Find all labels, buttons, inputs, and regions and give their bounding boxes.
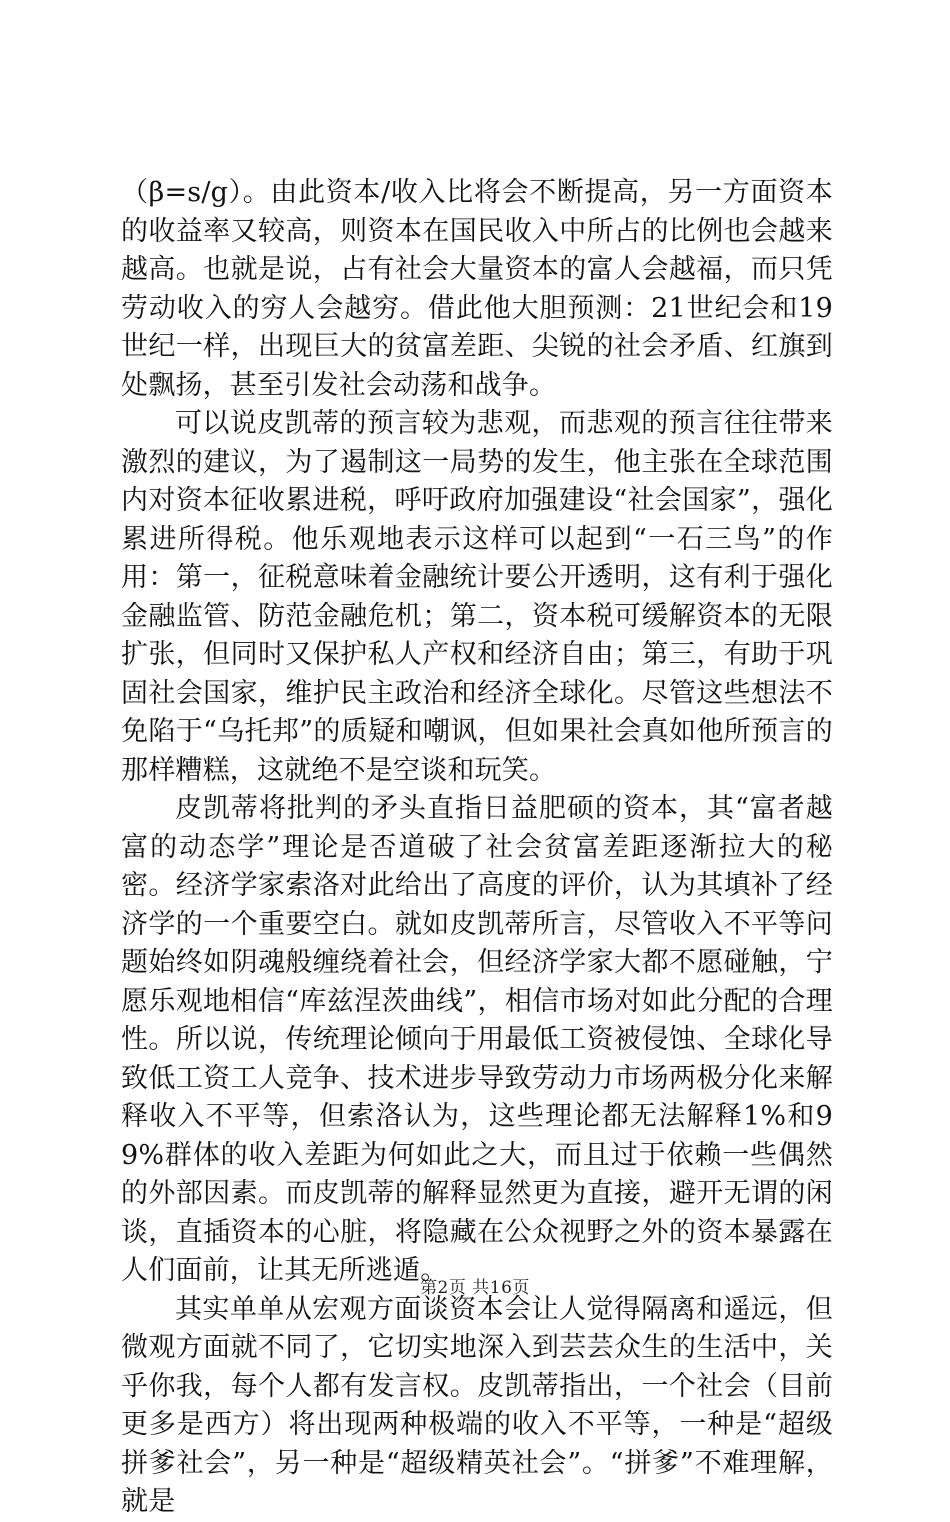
paragraph-3: 皮凯蒂将批判的矛头直指日益肥硕的资本，其“富者越富的动态学”理论是否道破了社会贫富差距逐渐拉大的秘密。经济学家索洛对此给出了高度的评价，认为其填补了经济学的一个重要空白。就如皮凯蒂所言，尽管收入不平等问题始终如阴魂般缠绕着社会，但经济学家大都不愿碰触，宁愿乐观地相信“库兹涅茨曲线”，相信市场对如此分配的合理性。所以说，传统理论倾向于用最低工资被侵蚀、全球化导致低工资工人竞争、技术进步导致劳动力市场两极分化来解释收入不平等，但索洛认为，这些理论都无法解释1%和99%群体的收入差距为何如此之大，而且过于依赖一些偶然的外部因素。而皮凯蒂的解释显然更为直接，避开无谓的闲谈，直插资本的心脏，将隐藏在公众视野之外的资本暴露在人们面前，让其无所逃遁。 <box>121 793 833 1286</box>
paragraph-2: 可以说皮凯蒂的预言较为悲观，而悲观的预言往往带来激烈的建议，为了遏制这一局势的发生，他主张在全球范围内对资本征收累进税，呼吁政府加强建设“社会国家”，强化累进所得税。他乐观地表示这样可以起到“一石三鸟”的作用：第一，征税意味着金融统计要公开透明，这有利于强化金融监管、防范金融危机；第二，资本税可缓解资本的无限扩张，但同时又保护私人产权和经济自由；第三，有助于巩固社会国家，维护民主政治和经济全球化。尽管这些想法不免陷于“乌托邦”的质疑和嘲讽，但如果社会真如他所预言的那样糟糕，这就绝不是空谈和玩笑。 <box>121 408 833 786</box>
paragraph-4: 其实单单从宏观方面谈资本会让人觉得隔离和遥远，但微观方面就不同了，它切实地深入到芸芸众生的生活中，关乎你我，每个人都有发言权。皮凯蒂指出，一个社会（目前更多是西方）将出现两种极端的收入不平等，一种是“超级拼爹社会”，另一种是“超级精英社会”。“拼爹”不难理解，就是 <box>121 1293 833 1517</box>
paragraph-1: （β=s/g）。由此资本/收入比将会不断提高，另一方面资本的收益率又较高，则资本在国民收入中所占的比例也会越来越高。也就是说，占有社会大量资本的富人会越福，而只凭劳动收入的穷人会越穷。借此他大胆预测：21世纪会和19世纪一样，出现巨大的贫富差距、尖锐的社会矛盾、红旗到处飘扬，甚至引发社会动荡和战争。 <box>121 177 833 401</box>
page-number-footer: 第2页 共16页 <box>420 1278 530 1298</box>
body-text <box>121 174 833 1522</box>
